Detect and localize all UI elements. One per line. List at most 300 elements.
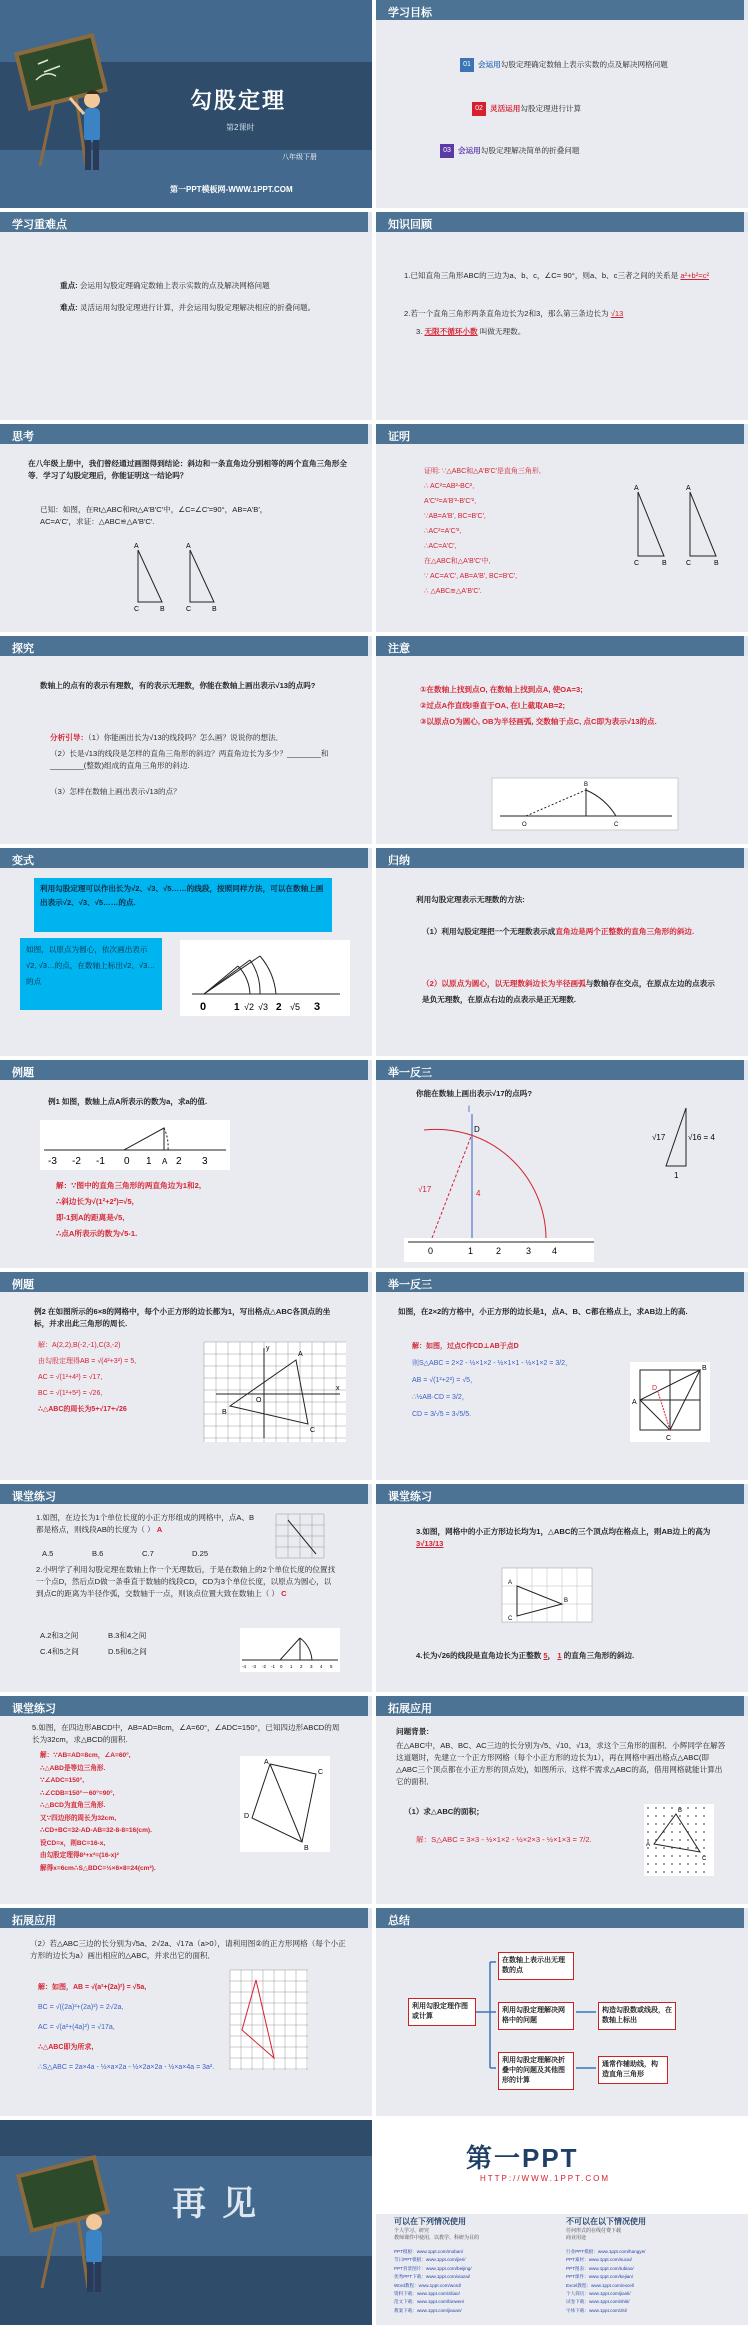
svg-text:C: C (186, 606, 192, 613)
grid-dot (695, 1807, 697, 1809)
grid-dot (663, 1815, 665, 1817)
axis-label: 2 (496, 1246, 502, 1256)
resource-link[interactable]: 字体下载：www.1ppt.com/ziti/ (566, 2307, 628, 2313)
recap-branch-3: 利用勾股定理解决折叠中的问题及其他图形的计算 (498, 2052, 574, 2090)
axis-label: 0 (280, 1664, 283, 1669)
slide-recap (376, 1908, 748, 2116)
grid-dot (647, 1871, 649, 1873)
grid-dot (671, 1839, 673, 1841)
grid-dot (703, 1807, 705, 1809)
cover-title: 勾股定理 (190, 88, 287, 113)
grid-dot (703, 1823, 705, 1825)
grid-dot (671, 1823, 673, 1825)
axis-label: √2 (244, 1002, 254, 1012)
attention-line: ③以原点O为圆心, OB为半径画弧, 交数轴于点C, 点C即为表示√13的点. (420, 717, 657, 726)
resource-link[interactable]: 行业PPT模板：www.1ppt.com/hangye/ (566, 2249, 646, 2254)
solution-line: 解：如图，过点C作CD⊥AB于点D (412, 1343, 519, 1350)
solution-line: ∴½AB·CD = 3/2， (412, 1394, 469, 1401)
solution-line: AC = √(1²+4²) = √17, (38, 1374, 103, 1381)
grid-dot (695, 1863, 697, 1865)
solution-line: ∴斜边长为√(1²+2²)=√5, (56, 1197, 134, 1206)
exercise-q5: 5.如图，在四边形ABCD中，AB=AD=8cm，∠A=60°，∠ADC=150°，已知四边形ABCD的周长为32cm，求△BCD的面积. (32, 1723, 340, 1744)
axis-label: -2 (72, 1156, 81, 1167)
axis-label: -3 (48, 1156, 57, 1167)
slide-extension2 (0, 1908, 372, 2116)
svg-text:C: C (634, 560, 640, 567)
spiral-number-line (180, 940, 350, 1016)
exercise-q3: 3.如图，网格中的小正方形边长均为1，△ABC的三个顶点均在格点上，则AB边上的高为 3√13/13 (416, 1527, 711, 1548)
grid-dot (687, 1815, 689, 1817)
vertex-label: A (632, 1399, 637, 1406)
slide-header: 学习重难点 (0, 212, 372, 232)
proof-line: ∴ AC²=AB²-BC², (424, 483, 475, 490)
grid-dot (703, 1815, 705, 1817)
slide-header: 探究 (0, 636, 372, 656)
svg-text:C: C (134, 606, 140, 613)
solution-line: ∴点A所表示的数为√5-1. (56, 1229, 138, 1238)
slide-key-points (0, 212, 372, 420)
l-label: l (468, 1104, 470, 1114)
extension1-grid (644, 1804, 714, 1876)
solution-line: 解得x=6cm∴S△BDC=½×6×8=24(cm²). (40, 1864, 156, 1872)
attention-line: ②过点A作直线l垂直于OA, 在l上截取AB=2; (420, 701, 566, 710)
axis-label: -3 (252, 1664, 257, 1669)
proof-line: ∴AC²=A′C′², (424, 528, 462, 535)
resource-link[interactable]: 优秀PPT下载：www.1ppt.com/xiazai/ (394, 2274, 471, 2280)
links-left[interactable] (394, 2248, 472, 2315)
recap-branch-2: 利用勾股定理解决网格中的问题 (498, 2002, 574, 2030)
variant-box-1: 利用勾股定理可以作出长为√2、√3、√5……的线段，按照同样方法，可以在数轴上画出表示√2、√3、√5……的点. (34, 878, 332, 932)
grid-dot (687, 1807, 689, 1809)
exercise1-number-line (240, 1628, 340, 1672)
vertex-label: D (244, 1813, 250, 1820)
slide-proof (376, 424, 748, 632)
usage-line: 商业用途 (566, 2235, 587, 2241)
practice1-question: 你能在数轴上画出表示√17的点吗? (416, 1089, 532, 1098)
svg-text:A: A (634, 485, 639, 492)
example1-number-line (40, 1120, 230, 1170)
review-q1: 1.已知直角三角形ABC的三边为a、b、c，∠C= 90°，则a、b、c三者之间的关系是 a²+b²=c² (404, 271, 710, 280)
svg-text:A: A (134, 543, 139, 550)
allowed-title: 可以在下列情况使用 (394, 2217, 466, 2226)
leg-label: √16 = 4 (688, 1133, 715, 1142)
grid-dot (663, 1807, 665, 1809)
solution-line: 解：∵图中的直角三角形的两直角边为1和2, (56, 1181, 201, 1190)
forbidden-list (566, 2228, 621, 2242)
solution-line: BC = √((2a)²+(2a)²) = 2√2a, (38, 2004, 124, 2011)
resource-link[interactable]: Word教程：www.1ppt.com/word/ (394, 2282, 462, 2288)
axis-label: -1 (271, 1664, 276, 1669)
svg-text:A: A (186, 543, 191, 550)
important-point: 重点: 会运用勾股定理确定数轴上表示实数的点及解决网格问题 (60, 281, 270, 290)
solution-line: 由勾股定理得8²+x²=(16-x)² (40, 1852, 119, 1859)
grid-dot (647, 1823, 649, 1825)
exercise-q1: 1.如图，在边长为1个单位长度的小正方形组成的网格中，点A、B都是格点，则线段AB的长度为（ ） A (36, 1513, 255, 1534)
extension2-grid (230, 1970, 308, 2070)
resource-link[interactable]: PPT素材：www.1ppt.com/sucai/ (566, 2257, 632, 2263)
grid-dot (679, 1863, 681, 1865)
grid-dot (655, 1823, 657, 1825)
svg-text:B: B (160, 606, 165, 613)
grid-dot (695, 1823, 697, 1825)
solution-line: ∴CD+BC=32-AD-AB=32-8-8=16(cm). (40, 1827, 152, 1834)
solution-line: ∴△BCD为直角三角形. (40, 1802, 106, 1809)
grid-dot (695, 1831, 697, 1833)
vertex-label: C (310, 1427, 316, 1434)
cover-subtitle: 第2课时 (226, 123, 255, 132)
grid-dot (671, 1815, 673, 1817)
slide-goodbye (0, 2120, 372, 2325)
slide-header: 思考 (0, 424, 372, 444)
resource-link[interactable]: 节日PPT模板：www.1ppt.com/jieri/ (394, 2257, 466, 2263)
axis-label: 1 (146, 1156, 152, 1167)
summary-title: 利用勾股定理表示无理数的方法: (416, 895, 525, 904)
grid-dot (687, 1847, 689, 1849)
exercise2-grid (502, 1568, 592, 1622)
grid-dot (671, 1855, 673, 1857)
axis-label: 0 (428, 1246, 434, 1256)
vertex-label: O (256, 1397, 262, 1404)
grid-dot (687, 1855, 689, 1857)
grid-dot (647, 1863, 649, 1865)
grid-dot (687, 1839, 689, 1841)
example1-question: 例1 如图，数轴上点A所表示的数为a，求a的值. (48, 1097, 208, 1106)
difficult-point: 难点: 灵活运用勾股定理进行计算，并会运用勾股定理解决相应的折叠问题。 (60, 303, 316, 312)
two-triangles-figure (126, 542, 226, 612)
proof-line: ∵ AC=A′C′, AB=A′B′, BC=B′C′, (424, 573, 518, 580)
extension1-title: 问题背景: (396, 1727, 429, 1736)
example2-solution (38, 1338, 198, 1418)
grid-dot (703, 1847, 705, 1849)
slide-usage (376, 2120, 748, 2325)
exercise-q2: 2.小明学了利用勾股定理在数轴上作一个无理数后，于是在数轴上的2个单位长度的位置找一个点D，然后点D做一条垂直于数轴的线段CD，CD为3个单位长度，以原点为圆心，以到点C的距离为半径作弧，交数轴于一点，则该点位置大致在数轴上（ ） C (36, 1565, 336, 1598)
axis-label: 0 (124, 1156, 130, 1167)
svg-text:B: B (714, 560, 719, 567)
svg-text:B: B (584, 782, 589, 788)
vertex-label: B (222, 1409, 227, 1416)
resource-link[interactable]: PPT背景图片：www.1ppt.com/beijing/ (394, 2265, 472, 2271)
exercise3-solution (40, 1750, 240, 1875)
explore-q3: （3）怎样在数轴上画出表示√13的点？ (50, 787, 181, 796)
usage-line: 任何形式的在线付费下载 (566, 2228, 622, 2234)
vertex-label: C (666, 1435, 672, 1442)
allowed-list (394, 2228, 479, 2242)
grid-dot (703, 1839, 705, 1841)
grid-dot (695, 1871, 697, 1873)
solution-line: 又∵四边形的周长为32cm, (40, 1814, 117, 1822)
grid-dot (663, 1855, 665, 1857)
slide-exercise1 (0, 1484, 372, 1692)
vertex-label: C (702, 1856, 707, 1862)
summary-p1: （1）利用勾股定理把一个无理数表示成直角边是两个正整数的直角三角形的斜边. (422, 927, 695, 936)
resource-link[interactable]: 范文下载：www.1ppt.com/fanwen/ (394, 2299, 465, 2305)
vertex-label: A (264, 1759, 269, 1766)
teacher-blackboard-icon (14, 38, 124, 178)
grid-dot (647, 1831, 649, 1833)
recap-result-3: 通常作辅助线，构造直角三角形 (598, 2056, 668, 2084)
slide-goals (376, 0, 748, 208)
extension2-solution (38, 1978, 248, 2078)
proof-line: ∴AC=A′C′, (424, 543, 457, 550)
slide-header: 归纳 (376, 848, 748, 868)
teacher-blackboard-icon (16, 2160, 126, 2300)
proof-line: 证明: ∵△ABC和△A′B′C′是直角三角形, (424, 468, 541, 475)
slide-think (0, 424, 372, 632)
slide-header: 课堂练习 (0, 1696, 372, 1716)
example1-solution (56, 1178, 201, 1242)
quadrilateral-figure (240, 1756, 330, 1852)
grid-dot (655, 1871, 657, 1873)
axis-label: x (336, 1385, 340, 1392)
solution-line: 由勾股定理得AB = √(4²+3²) = 5, (38, 1358, 137, 1365)
exercise-q1-options: A.5 B.6 C.7 D.25 (42, 1549, 209, 1558)
slide-header: 注意 (376, 636, 748, 656)
vertex-label: A (508, 1580, 513, 1586)
grid-dot (655, 1815, 657, 1817)
slide-header: 证明 (376, 424, 748, 444)
slide-practice1 (376, 1060, 748, 1268)
grid-dot (655, 1847, 657, 1849)
number-line-figure (496, 776, 676, 836)
grid-dot (703, 1871, 705, 1873)
grid-dot (663, 1839, 665, 1841)
extension2-q2: （2）若△ABC三边的长分别为√5a、2√2a、√17a（a>0），请利用图②的正方形网格（每个小正方形的边长为a）画出相应的△ABC，并求出它的面积． (30, 1939, 346, 1960)
goal-item-2: 02 灵活运用勾股定理进行计算 (472, 102, 581, 116)
vertex-label: D (652, 1385, 658, 1392)
axis-label: 2 (300, 1664, 303, 1669)
grid-dot (679, 1823, 681, 1825)
proof-line: ∵AB=A′B′, BC=B′C′, (424, 513, 486, 520)
svg-text:O: O (522, 822, 527, 828)
goal-item-1: 01 会运用勾股定理确定数轴上表示实数的点及解决网格问题 (460, 58, 668, 72)
slide-example2 (0, 1272, 372, 1480)
axis-label: 1 (290, 1664, 293, 1669)
think-known: 已知：如图，在Rt△ABC和Rt△A′B′C′中，∠C=∠C′=90°，AB=A′B′，AC=A′C′，求证：△ABC≌△A′B′C′. (40, 505, 268, 526)
vertex-label: B (702, 1365, 707, 1372)
resource-link[interactable]: PPT图表：www.1ppt.com/tubiao/ (566, 2265, 634, 2271)
svg-text:B: B (662, 560, 667, 567)
solution-line: AC = √(a²+(4a)²) = √17a, (38, 2024, 115, 2031)
solution-line: 解：A(2,2),B(-2,-1),C(3,-2) (38, 1342, 121, 1349)
resource-link[interactable]: 资料下载：www.1ppt.com/ziliao/ (394, 2291, 460, 2297)
variant-box-2: 如图，以原点为圆心，依次画出表示√2, √3…的点，在数轴上标出√2、√3…的点 (20, 938, 162, 1010)
grid-dot (695, 1855, 697, 1857)
point-label: D (474, 1125, 480, 1134)
proof-line: ∴ △ABC≌△A′B′C′. (424, 588, 482, 595)
svg-text:C: C (614, 822, 619, 828)
brand-url: HTTP://WWW.1PPT.COM (480, 2174, 610, 2183)
solution-line: 设CD=x，则BC=16-x, (40, 1839, 106, 1847)
goal-item-3: 03 会运用勾股定理解决简单的折叠问题 (440, 144, 580, 158)
slide-header: 举一反三 (376, 1060, 748, 1080)
grid-dot (679, 1815, 681, 1817)
hyp-label: √17 (652, 1133, 666, 1142)
practice2-grid (630, 1362, 710, 1442)
exercise-q4: 4.长为√26的线段是直角边长为正整数 5， 1 的直角三角形的斜边. (416, 1651, 635, 1660)
axis-label: 2 (276, 1002, 282, 1013)
resource-link[interactable]: 个人简历：www.1ppt.com/jianli/ (566, 2291, 631, 2297)
example2-grid (204, 1342, 346, 1442)
brand-logo: 第一PPT (466, 2143, 579, 2173)
recap-main-box: 利用勾股定理作图或计算 (408, 1998, 476, 2026)
solution-line: ∴△ABC即为所求, (38, 2044, 94, 2051)
grid-dot (679, 1871, 681, 1873)
recap-result-1: 构造勾股数或线段，在数轴上标出 (598, 2002, 676, 2030)
attention-line: ①在数轴上找到点O, 在数轴上找到点A, 使OA=3; (420, 685, 583, 694)
resource-link[interactable]: PPT课件：www.1ppt.com/kejian/ (566, 2274, 634, 2280)
goal-num-badge: 02 (472, 102, 486, 116)
goal-num-badge: 01 (460, 58, 474, 72)
proof-line: A′C′²=A′B′²-B′C′², (424, 498, 477, 505)
resource-link[interactable]: PPT模板：www.1ppt.com/moban/ (394, 2249, 464, 2254)
hyp-label: √17 (418, 1185, 432, 1194)
slide-header: 课堂练习 (0, 1484, 372, 1504)
slide-practice2 (376, 1272, 748, 1480)
vertex-label: C (318, 1769, 324, 1776)
axis-label: -1 (96, 1156, 105, 1167)
practice2-question: 如图，在2×2的方格中，小正方形的边长是1，点A、B、C都在格点上，求AB边上的高. (398, 1307, 688, 1316)
axis-label: 0 (200, 1001, 207, 1013)
slide-explore (0, 636, 372, 844)
grid-dot (703, 1863, 705, 1865)
axis-label: 1 (468, 1246, 474, 1256)
grid-dot (679, 1839, 681, 1841)
cover-grade: 八年级下册 (282, 154, 317, 161)
axis-label: √5 (290, 1002, 300, 1012)
resource-link[interactable]: 教案下载：www.1ppt.com/jiaoan/ (394, 2307, 462, 2313)
grid-dot (687, 1871, 689, 1873)
grid-dot (647, 1807, 649, 1809)
solution-line: ∵∠ADC=150°, (40, 1777, 85, 1784)
practice2-solution (412, 1338, 612, 1423)
slide-header: 例题 (0, 1272, 372, 1292)
resource-link[interactable]: Excel教程：www.1ppt.com/excel/ (566, 2282, 635, 2288)
example2-question: 例2 在如图所示的6×8的网格中，每个小正方形的边长都为1，写出格点△ABC各顶点的坐标，并求出此三角形的周长. (34, 1307, 331, 1328)
solution-line: ∴△ABD是等边三角形. (40, 1764, 106, 1772)
small-triangle-figure (646, 1104, 726, 1184)
solution-line: 解：∵AB=AD=8cm，∠A=60°, (40, 1752, 131, 1759)
recap-branch-1: 在数轴上表示出无理数的点 (498, 1952, 574, 1980)
leg-label: 4 (476, 1189, 481, 1198)
grid-dot (663, 1847, 665, 1849)
slide-header: 知识回顾 (376, 212, 748, 232)
slide-header: 拓展应用 (376, 1696, 748, 1716)
grid-dot (671, 1807, 673, 1809)
grid-dot (671, 1871, 673, 1873)
resource-link[interactable]: 试卷下载：www.1ppt.com/shiti/ (566, 2299, 630, 2305)
grid-dot (655, 1831, 657, 1833)
links-right[interactable] (566, 2248, 645, 2315)
slide-example1 (0, 1060, 372, 1268)
grid-dot (663, 1863, 665, 1865)
goal-num-badge: 03 (440, 144, 454, 158)
grid-dot (663, 1823, 665, 1825)
proof-line: 在△ABC和△A′B′C′中, (424, 558, 491, 565)
vertex-label: B (564, 1598, 569, 1604)
axis-label: 3 (310, 1664, 313, 1669)
sqrt17-construction (404, 1100, 604, 1268)
grid-dot (687, 1823, 689, 1825)
think-intro: 在八年级上册中，我们曾经通过画图得到结论：斜边和一条直角边分别相等的两个直角三角形全等．学习了勾股定理后，你能证明这一结论吗？ (28, 459, 347, 480)
explore-analysis: 分析引导：（1）你能画出长为√13的线段吗？怎么画？说说你的想法． (50, 733, 284, 742)
usage-line: 教师课件中使用，以教学、科研为目的 (394, 2235, 480, 2241)
grid-dot (679, 1831, 681, 1833)
grid-dot (655, 1807, 657, 1809)
slide-review (376, 212, 748, 420)
extension1-q1: （1）求△ABC的面积； (404, 1807, 484, 1816)
summary-p2: （2）以原点为圆心，以无理数斜边长为半径画弧与数轴存在交点，在原点左边的点表示是负无理数，在原点右边的点表示是正无理数. (422, 979, 715, 1004)
review-q3: 3. 无限不循环小数 叫做无理数。 (416, 327, 526, 336)
slide-summary (376, 848, 748, 1056)
grid-dot (695, 1815, 697, 1817)
grid-dot (695, 1839, 697, 1841)
goodbye-text: 再见 (172, 2185, 272, 2223)
grid-dot (687, 1863, 689, 1865)
svg-text:C: C (686, 560, 692, 567)
grid-dot (663, 1871, 665, 1873)
axis-label: 5 (330, 1664, 333, 1669)
grid-dot (703, 1831, 705, 1833)
slide-header: 举一反三 (376, 1272, 748, 1292)
solution-line: 则S△ABC = 2×2 - ½×1×2 - ½×1×1 - ½×1×2 = 3/2， (412, 1360, 573, 1367)
solution-line: CD = 3/√5 = 3√5/5. (412, 1411, 472, 1418)
review-q2: 2.若一个直角三角形两条直角边长为2和3，那么第三条边长为 √13 (404, 309, 624, 318)
grid-dot (647, 1855, 649, 1857)
slide-header: 总结 (376, 1908, 748, 1928)
axis-label: -4 (242, 1664, 247, 1669)
axis-label: y (266, 1345, 270, 1352)
slide-exercise3 (0, 1696, 372, 1904)
axis-label: 2 (176, 1156, 182, 1167)
grid-dot (671, 1863, 673, 1865)
solution-line: 解：如图，AB = √(a²+(2a)²) = √5a, (38, 1984, 147, 1991)
slide-extension1 (376, 1696, 748, 1904)
slide-exercise2 (376, 1484, 748, 1692)
slide-header: 学习目标 (376, 0, 748, 20)
axis-label: 1 (234, 1002, 240, 1013)
vertex-label: A (646, 1842, 651, 1848)
solution-line: ∴△ABC的周长为5+√17+√26 (38, 1406, 127, 1413)
attention-lines (420, 682, 720, 730)
grid-dot (647, 1839, 649, 1841)
slide-variant (0, 848, 372, 1056)
cover-brand: 第一PPT模板网-WWW.1PPT.COM (170, 185, 293, 194)
axis-label: 4 (552, 1246, 558, 1256)
slide-header: 课堂练习 (376, 1484, 748, 1504)
slide-attention (376, 636, 748, 844)
vertex-label: B (678, 1808, 683, 1814)
solution-line: AB = √(1²+2²) = √5， (412, 1377, 478, 1384)
vertex-label: B (304, 1845, 309, 1852)
explore-intro: 数轴上的点有的表示有理数，有的表示无理数，你能在数轴上画出表示√13的点吗? (40, 681, 316, 690)
leg-label: 1 (674, 1171, 679, 1180)
grid-dot (647, 1815, 649, 1817)
axis-label: √3 (258, 1002, 268, 1012)
two-triangles-figure (626, 486, 736, 566)
solution-line: 即-1到A的距离是√5, (56, 1213, 125, 1222)
axis-label: 3 (202, 1156, 208, 1167)
grid-dot (655, 1855, 657, 1857)
svg-text:A: A (686, 485, 691, 492)
slide-header: 例题 (0, 1060, 372, 1080)
solution-line: ∴S△ABC = 2a×4a - ½×a×2a - ½×2a×2a - ½×a×4a = 3a². (38, 2064, 215, 2071)
usage-line: 个人学习、研究 (394, 2228, 430, 2234)
exercise1-grid (276, 1514, 324, 1558)
svg-text:B: B (212, 606, 217, 613)
exercise-q2-options: A.2和3之间 B.3和4之间 C.4和5之间 D.5和6之间 (40, 1631, 147, 1656)
axis-label: -2 (262, 1664, 267, 1669)
extension1-text: 在△ABC中，AB、BC、AC三边的长分别为√5、√10、√13，求这个三角形的面积．小辉同学在解答这道题时，先建立一个正方形网格（每个小正方形的边长为1），再在网格中画出格点△ABC(即△ABC三个顶点都在小正方形的顶点处)，如图所示．这样不需求△ABC的高，借用网格就能计算出它的面积． (396, 1741, 726, 1786)
